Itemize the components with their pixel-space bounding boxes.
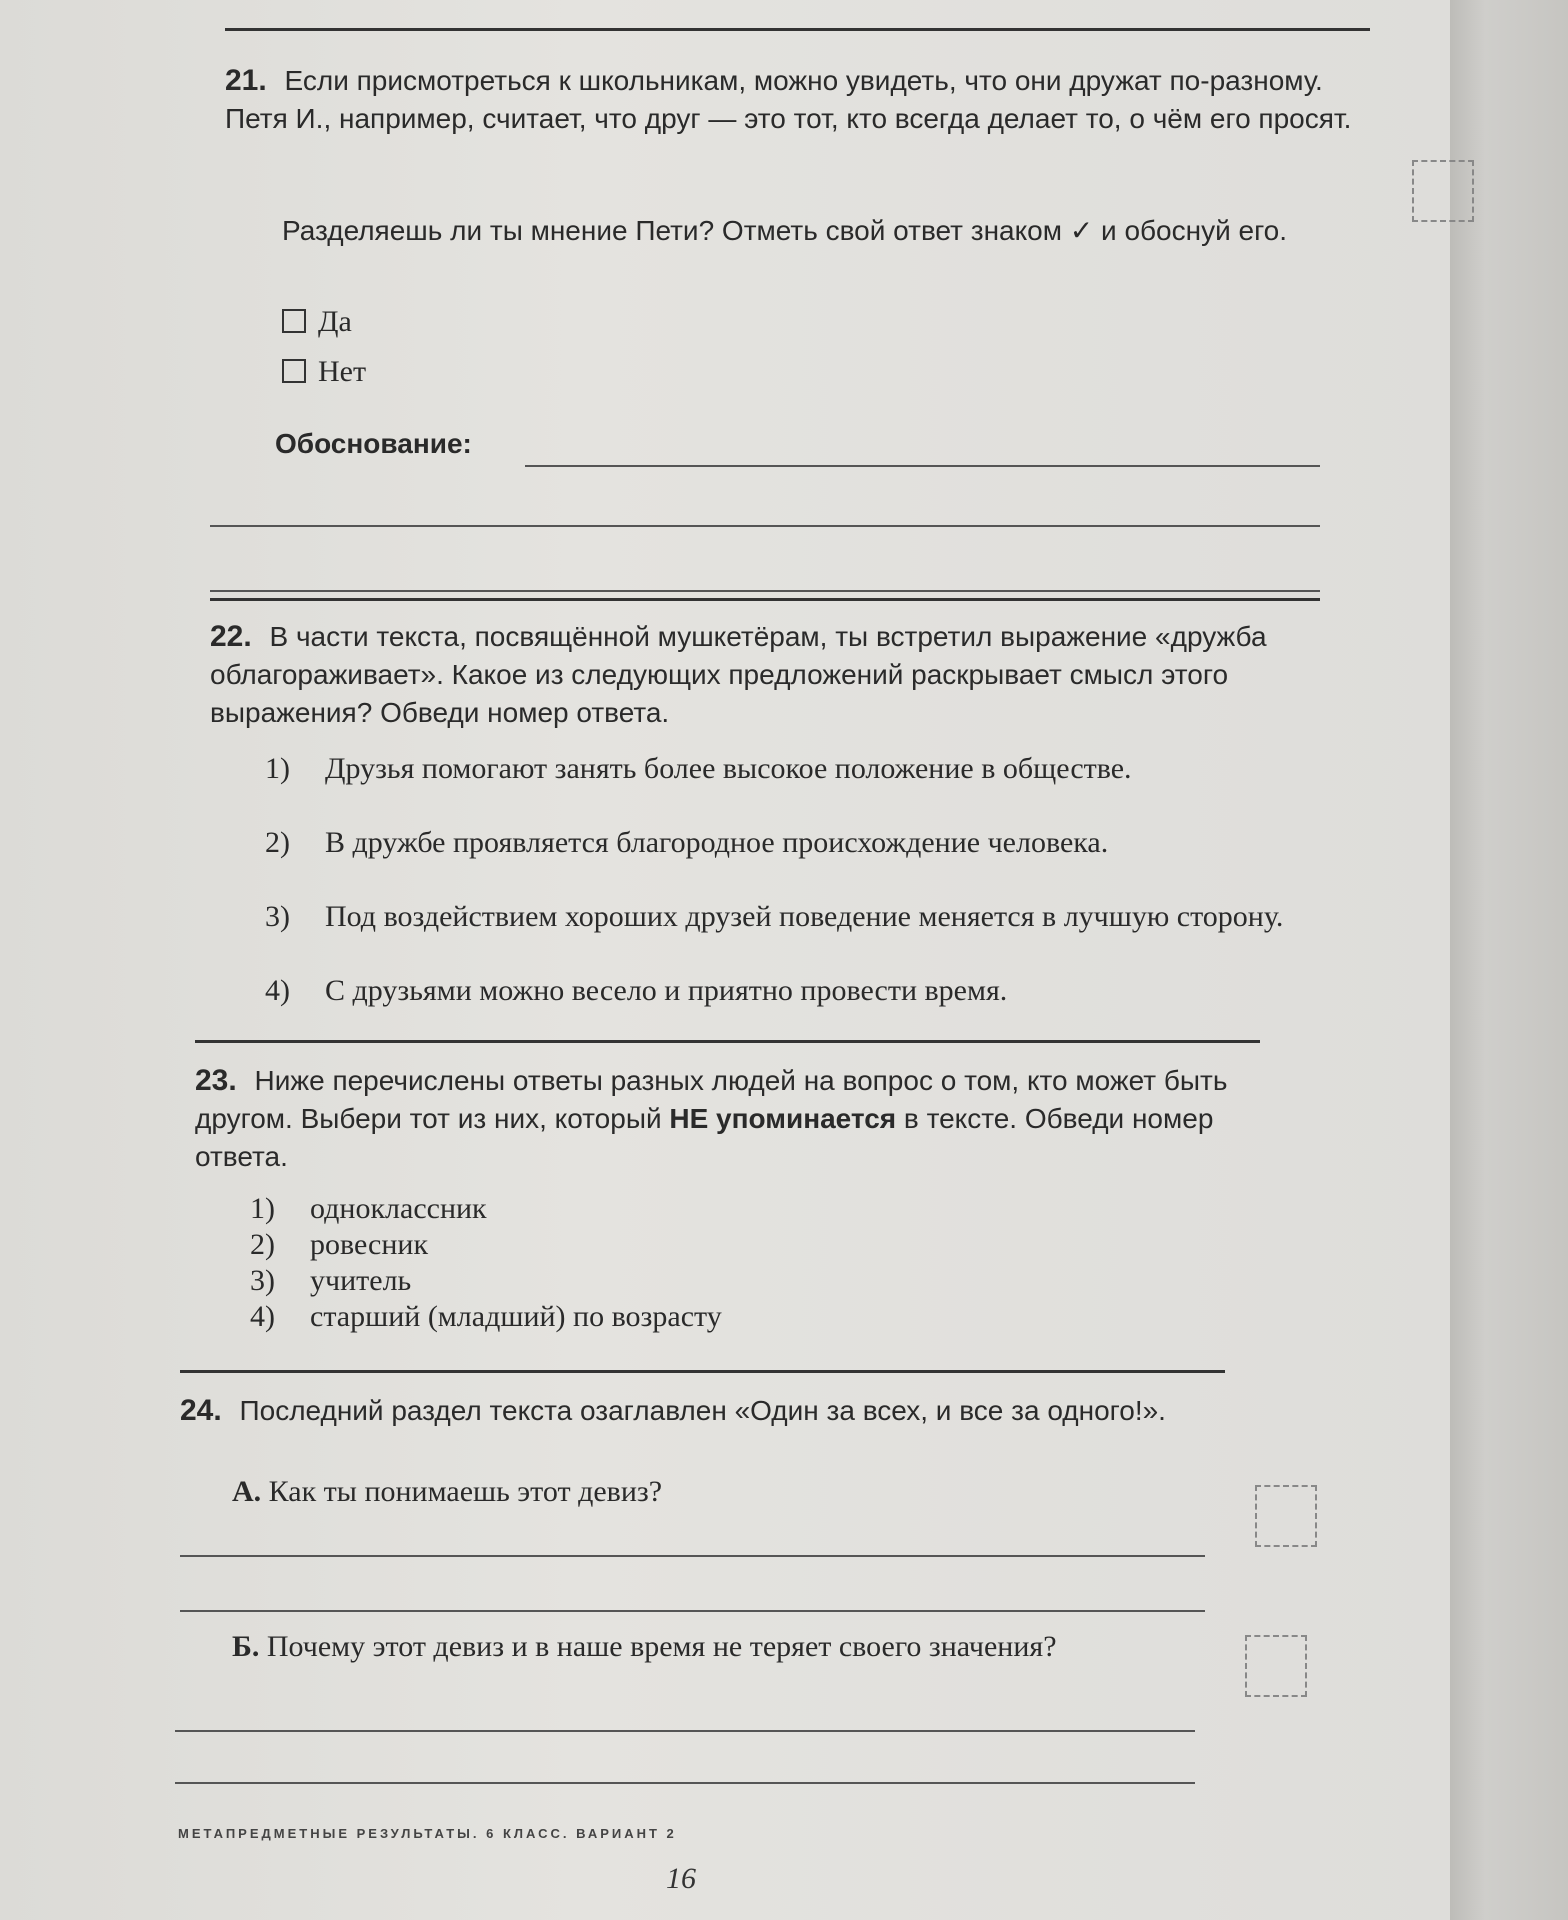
task-separator bbox=[225, 28, 1370, 31]
task-text: Ниже перечислены ответы разных людей на вопрос о том, кто может быть другом. Выбери тот из них, который bbox=[195, 1065, 1228, 1134]
task-text: Если присмотреться к школьникам, можно увидеть, что они дружат по-разному. Петя И., например, считает, что друг — это тот, кто всегда делает то, о чём его просят. bbox=[225, 65, 1352, 134]
emphasis-text: НЕ упоминается bbox=[669, 1103, 897, 1134]
score-box bbox=[1412, 160, 1474, 222]
justification-label: Обоснование: bbox=[275, 428, 472, 459]
task-text: В части текста, посвящённой мушкетёрам, ты встретил выражение «дружба облагораживает». Какое из следующих предложений раскрывает смысл этого выражения? Обведи номер ответа. bbox=[210, 621, 1267, 728]
answer-option[interactable]: 1) одноклассник bbox=[250, 1192, 487, 1225]
page-footer: МЕТАПРЕДМЕТНЫЕ РЕЗУЛЬТАТЫ. 6 КЛАСС. ВАРИАНТ 2 bbox=[178, 1826, 677, 1841]
task-text-end: в тексте. Обведи номер ответа. bbox=[195, 1103, 1214, 1172]
checkbox[interactable] bbox=[282, 309, 306, 333]
task-number: 24. bbox=[180, 1394, 222, 1427]
task-separator bbox=[195, 1040, 1260, 1043]
answer-option[interactable]: 4) С друзьями можно весело и приятно провести время. bbox=[265, 974, 1008, 1007]
answer-option[interactable]: 2) В дружбе проявляется благородное происхождение человека. bbox=[265, 826, 1109, 859]
task-text: Последний раздел текста озаглавлен «Один за всех, и все за одного!». bbox=[239, 1395, 1166, 1426]
answer-option[interactable]: 3) учитель bbox=[250, 1264, 412, 1297]
task-separator bbox=[180, 1370, 1225, 1373]
answer-option[interactable]: 3) Под воздействием хороших друзей поведение меняется в лучшую сторону. bbox=[265, 900, 1284, 933]
task-separator bbox=[210, 598, 1320, 601]
part-a-question: А. Как ты понимаешь этот девиз? bbox=[232, 1475, 663, 1508]
book-gutter bbox=[1450, 0, 1568, 1920]
task-number: 21. bbox=[225, 64, 267, 97]
answer-line[interactable] bbox=[180, 1555, 1205, 1557]
task-21-question: Разделяешь ли ты мнение Пети? Отметь свой ответ знаком ✓ и обоснуй его. bbox=[282, 215, 1288, 246]
answer-option[interactable]: 1) Друзья помогают занять более высокое положение в обществе. bbox=[265, 752, 1132, 785]
answer-line[interactable] bbox=[525, 465, 1320, 467]
score-box bbox=[1255, 1485, 1317, 1547]
answer-line[interactable] bbox=[175, 1782, 1195, 1784]
task-number: 22. bbox=[210, 620, 252, 653]
answer-line[interactable] bbox=[210, 590, 1320, 592]
score-box bbox=[1245, 1635, 1307, 1697]
answer-line[interactable] bbox=[180, 1610, 1205, 1612]
answer-option[interactable]: 4) старший (младший) по возрасту bbox=[250, 1300, 722, 1333]
part-b-question: Б. Почему этот девиз и в наше время не теряет своего значения? bbox=[232, 1630, 1057, 1663]
task-22 bbox=[210, 618, 1300, 732]
answer-line[interactable] bbox=[175, 1730, 1195, 1732]
answer-line[interactable] bbox=[210, 525, 1320, 527]
checkbox[interactable] bbox=[282, 359, 306, 383]
option-no[interactable]: Нет bbox=[282, 355, 366, 389]
task-21 bbox=[225, 62, 1365, 138]
page-number: 16 bbox=[666, 1862, 696, 1895]
option-yes[interactable]: Да bbox=[282, 305, 352, 339]
task-24 bbox=[180, 1392, 1220, 1430]
task-23 bbox=[195, 1062, 1255, 1176]
task-number: 23. bbox=[195, 1064, 237, 1097]
answer-option[interactable]: 2) ровесник bbox=[250, 1228, 429, 1261]
